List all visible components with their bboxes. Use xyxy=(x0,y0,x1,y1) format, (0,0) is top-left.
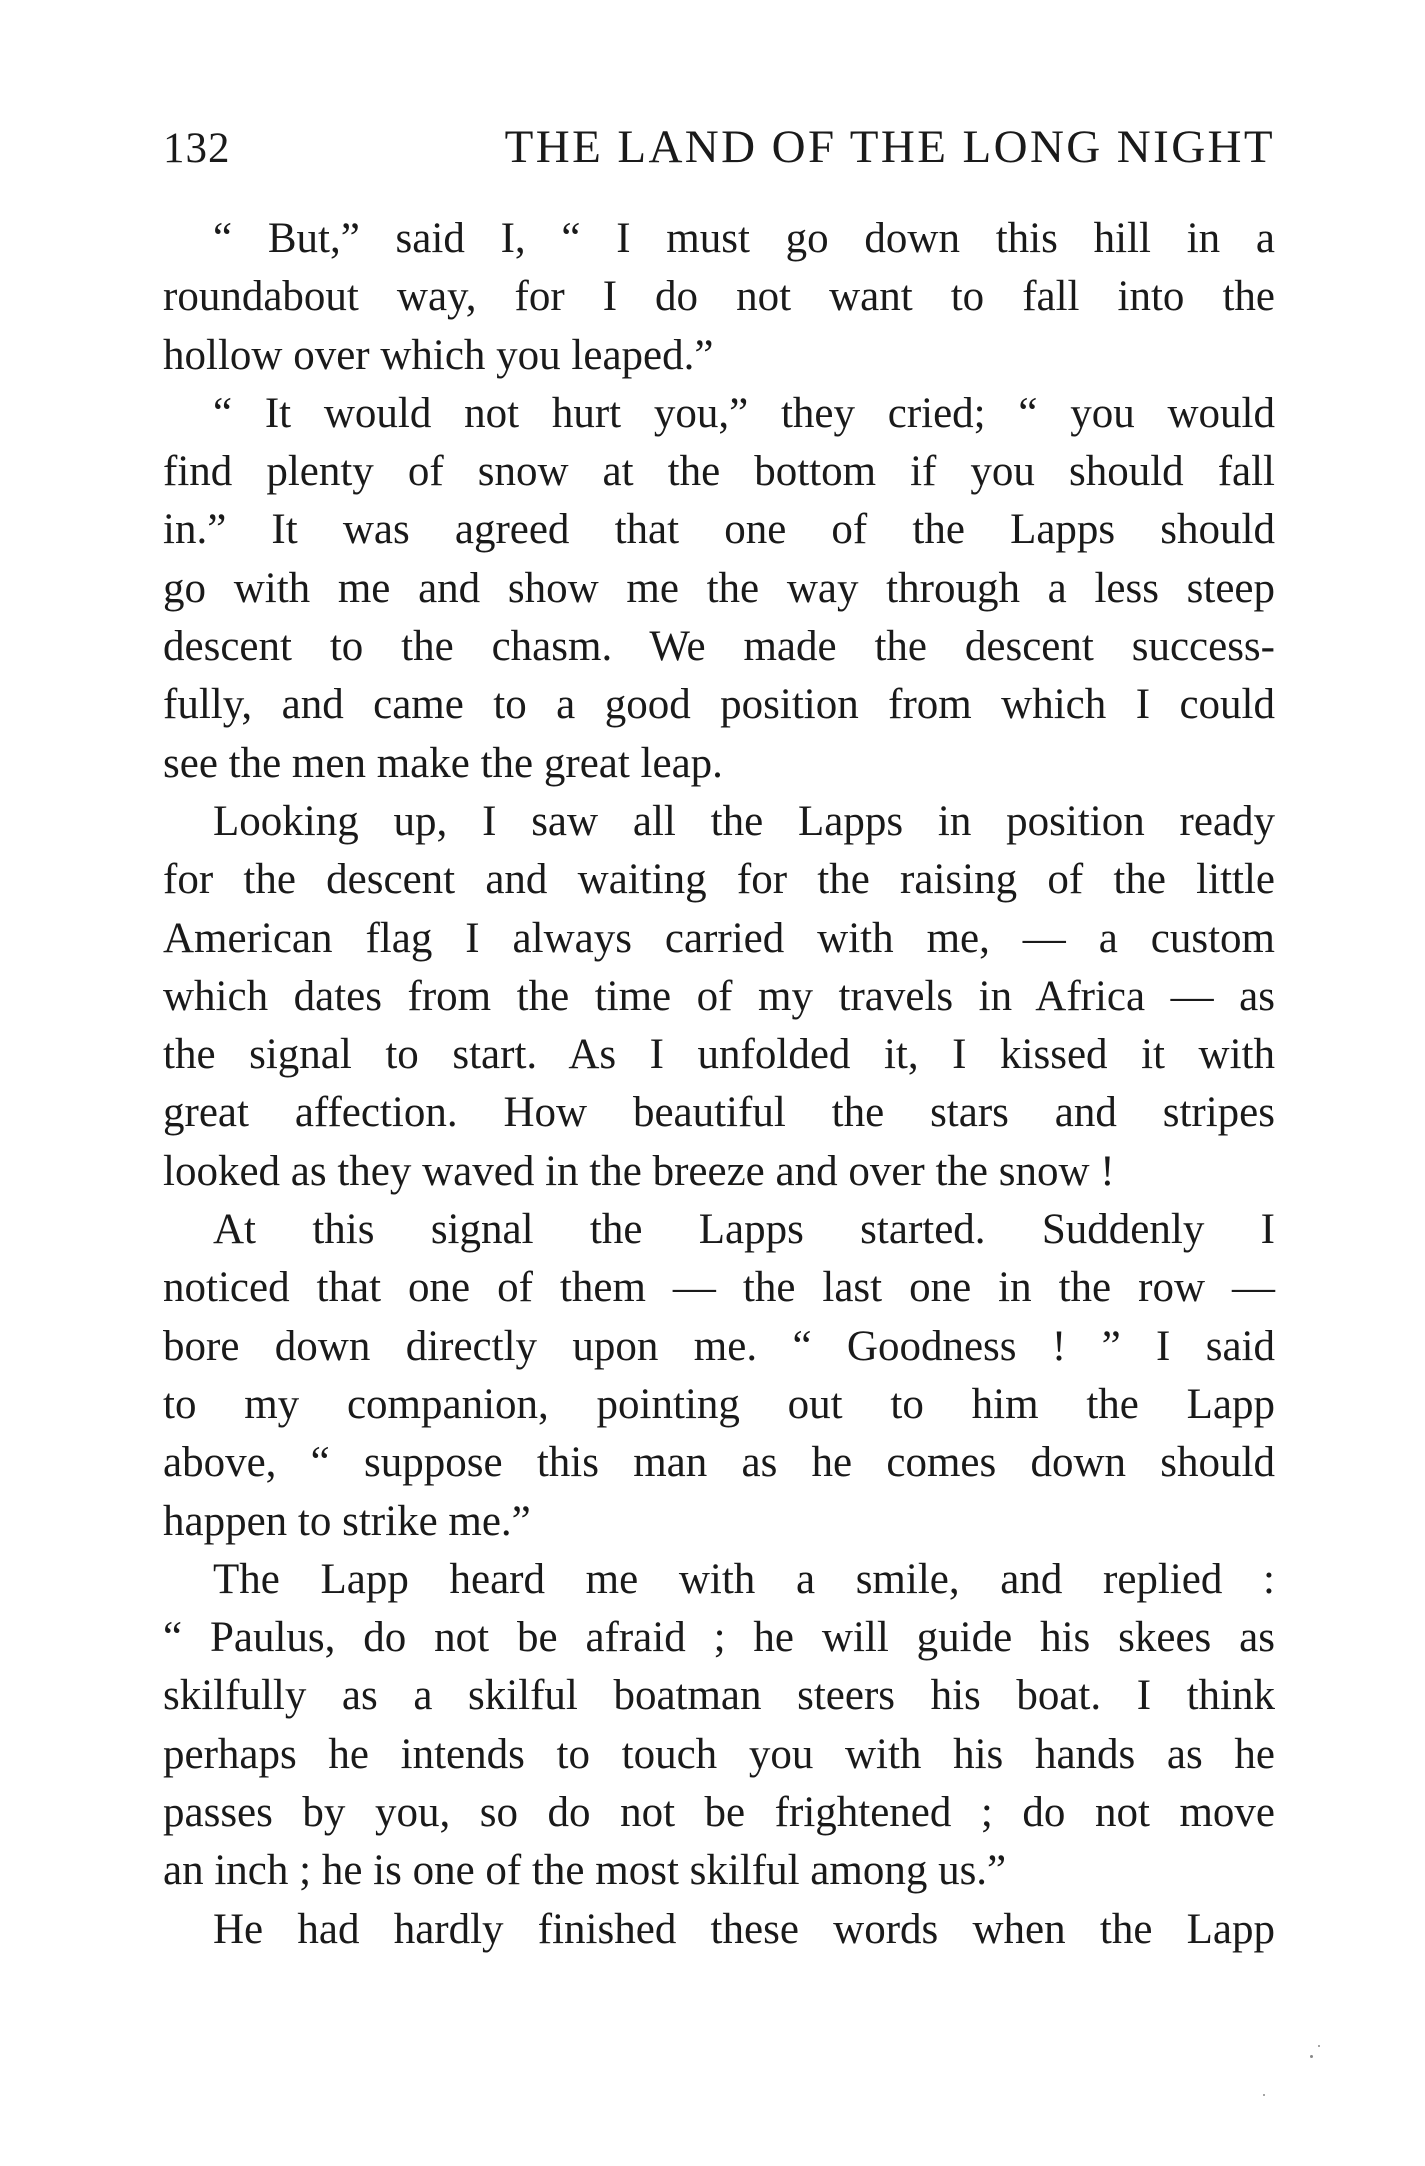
text-line: “ But,” said I, “ I must go down this hill in a xyxy=(213,215,1275,262)
text-line: American flag I always carried with me, — a custom xyxy=(163,914,1275,962)
text-line: an inch ; he is one of the most skilful among us.” xyxy=(163,1847,1007,1895)
running-title: THE LAND OF THE LONG NIGHT xyxy=(504,121,1275,173)
text-line: “ Paulus, do not be afraid ; he will guide his skees as xyxy=(163,1614,1275,1662)
text-line: go with me and show me the way through a less steep xyxy=(163,564,1275,612)
text-line: bore down directly upon me. “ Goodness ! ” I said xyxy=(163,1322,1275,1370)
text-line: great affection. How beautiful the stars and stripes xyxy=(163,1089,1275,1137)
text-line: He had hardly finished these words when the Lapp xyxy=(213,1905,1275,1953)
text-line: looked as they waved in the breeze and over the snow ! xyxy=(163,1147,1115,1195)
text-line: for the descent and waiting for the raising of the little xyxy=(163,856,1275,904)
text-line: perhaps he intends to touch you with his hands as he xyxy=(163,1730,1275,1778)
text-line: in.” It was agreed that one of the Lapps should xyxy=(163,506,1275,554)
text-line: happen to strike me.” xyxy=(163,1497,531,1545)
text-line: find plenty of snow at the bottom if you should fall xyxy=(163,448,1275,496)
text-line: roundabout way, for I do not want to fall into the xyxy=(163,273,1275,321)
text-line: see the men make the great leap. xyxy=(163,739,723,787)
text-line: skilfully as a skilful boatman steers his boat. I think xyxy=(163,1672,1275,1720)
page-number: 132 xyxy=(163,125,231,172)
paper-speck xyxy=(1318,2045,1320,2047)
text-line: Looking up, I saw all the Lapps in position ready xyxy=(213,797,1275,845)
text-line: the signal to start. As I unfolded it, I kissed it with xyxy=(163,1031,1275,1079)
text-line: fully, and came to a good position from which I could xyxy=(163,681,1275,729)
paper-speck xyxy=(1263,2094,1265,2096)
text-line: which dates from the time of my travels in Africa — as xyxy=(163,972,1275,1020)
paper-speck xyxy=(1310,2055,1313,2058)
body-text xyxy=(163,210,1275,1959)
text-line: The Lapp heard me with a smile, and replied : xyxy=(213,1555,1275,1603)
text-line: above, “ suppose this man as he comes down should xyxy=(163,1439,1275,1487)
text-line: noticed that one of them — the last one in the row — xyxy=(163,1264,1275,1312)
page-header xyxy=(163,120,1275,180)
text-line: “ It would not hurt you,” they cried; “ you would xyxy=(213,389,1275,437)
text-line: descent to the chasm. We made the descent success- xyxy=(163,623,1275,671)
text-line: passes by you, so do not be frightened ; do not move xyxy=(163,1789,1275,1837)
text-line: hollow over which you leaped.” xyxy=(163,331,714,379)
text-line: At this signal the Lapps started. Suddenly I xyxy=(213,1206,1275,1254)
text-line: to my companion, pointing out to him the Lapp xyxy=(163,1380,1275,1428)
